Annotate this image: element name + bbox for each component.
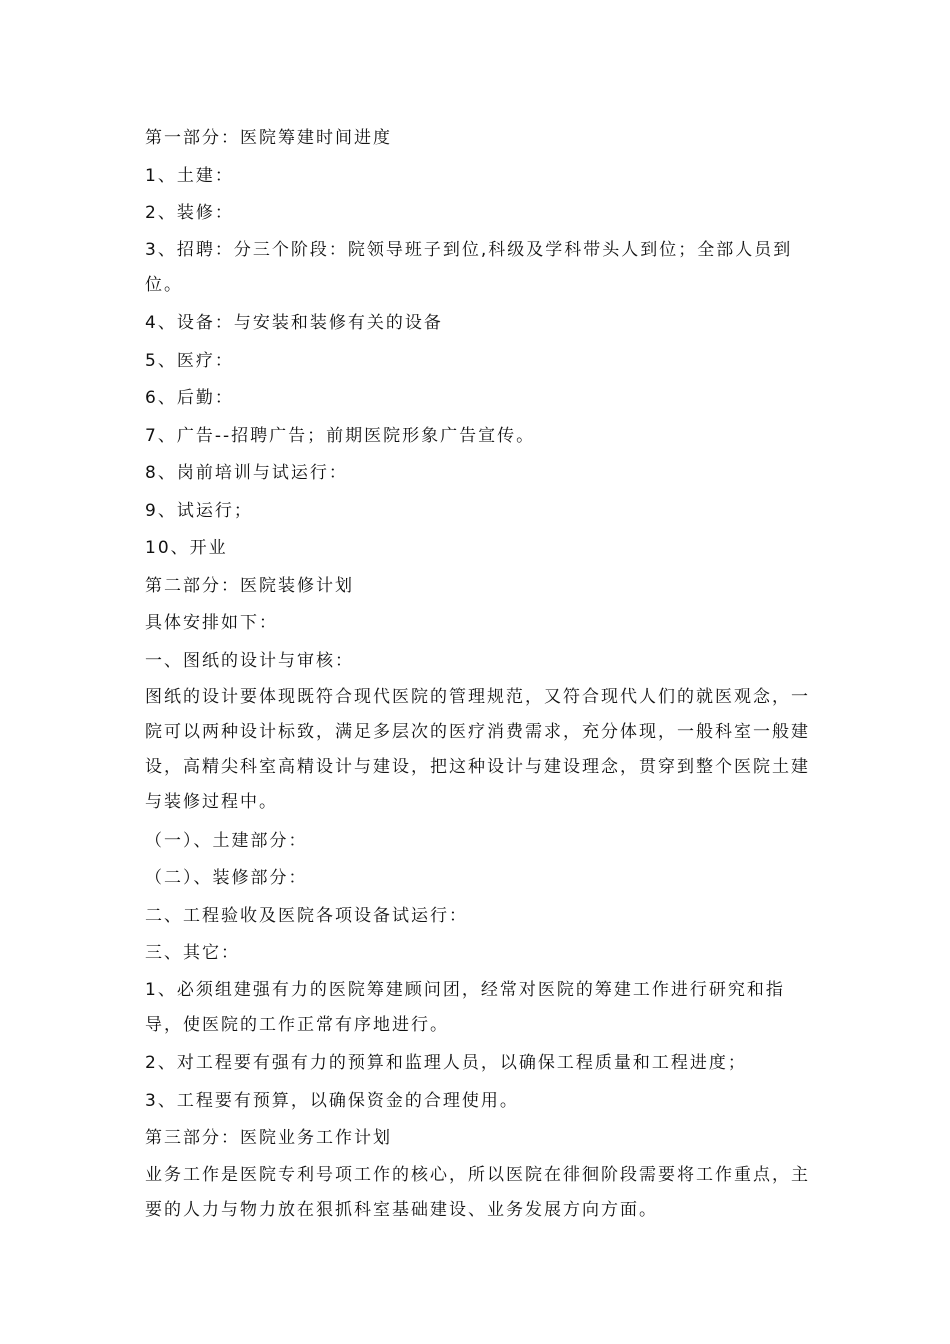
list-item: 9、试运行；	[145, 500, 253, 521]
paragraph: 图纸的设计要体现既符合现代医院的管理规范，又符合现代人们的就医观念，一院可以两种设计标致，满足多层次的医疗消费需求，充分体现，一般科室一般建设，高精尖科室高精设计与建设，把这种设计与建设理念，贯穿到整个医院土建与装修过程中。	[145, 687, 810, 812]
list-item: 1、必须组建强有力的医院筹建顾问团，经常对医院的筹建工作进行研究和指导，使医院的工作正常有序地进行。	[145, 979, 785, 1035]
list-item: 2、对工程要有强有力的预算和监理人员，以确保工程质量和工程进度；	[145, 1053, 747, 1073]
subheading: （一）、土建部分：	[145, 830, 308, 851]
list-item: 3、工程要有预算，以确保资金的合理使用。	[145, 1090, 519, 1111]
list-item: 6、后勤：	[145, 388, 234, 408]
subheading: 二、工程验收及医院各项设备试运行：	[145, 905, 468, 926]
list-item: 8、岗前培训与试运行：	[145, 463, 348, 483]
section-heading-1: 第一部分：医院筹建时间进度	[145, 128, 392, 148]
list-item: 10、开业	[145, 538, 228, 558]
subheading: （二）、装修部分：	[145, 868, 308, 888]
section-heading-2: 第二部分：医院装修计划	[145, 575, 354, 596]
section-heading-3: 第三部分：医院业务工作计划	[145, 1128, 392, 1148]
paragraph: 业务工作是医院专利号项工作的核心，所以医院在徘徊阶段需要将工作重点，主要的人力与物力放在狠抓科室基础建设、业务发展方向方面。	[145, 1164, 810, 1220]
subheading: 三、其它：	[145, 943, 240, 963]
document-body	[145, 120, 810, 1230]
list-item: 3、招聘：分三个阶段：院领导班子到位,科级及学科带头人到位；全部人员到位。	[145, 239, 793, 295]
list-item: 4、设备：与安装和装修有关的设备	[145, 313, 443, 333]
list-item: 1、土建：	[145, 165, 234, 186]
paragraph: 具体安排如下：	[145, 613, 278, 633]
list-item: 2、装修：	[145, 203, 234, 223]
subheading: 一、图纸的设计与审核：	[145, 650, 354, 671]
list-item: 7、广告--招聘广告；前期医院形象广告宣传。	[145, 425, 536, 446]
list-item: 5、医疗：	[145, 350, 234, 371]
